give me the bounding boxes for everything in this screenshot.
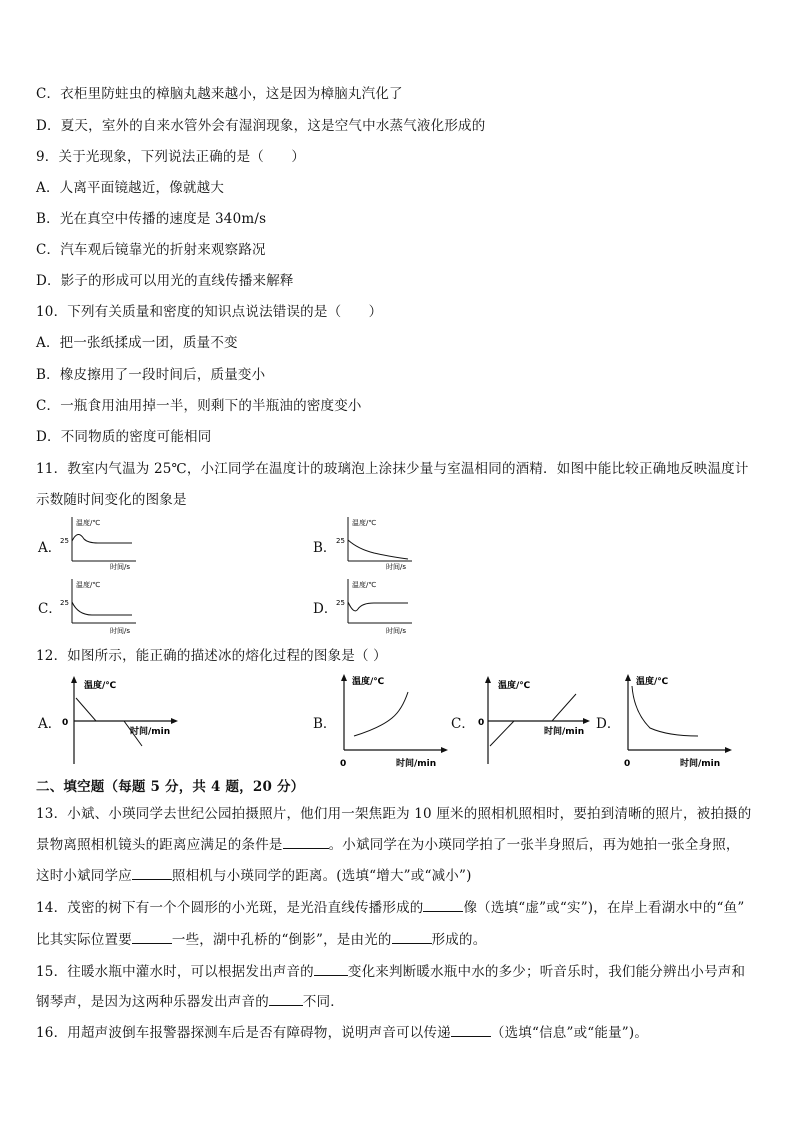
q12a-ylabel: 温度/℃ xyxy=(84,681,117,691)
q11-label-a: A． xyxy=(38,540,62,556)
q11-graph-a xyxy=(58,515,138,571)
question-14-line2 xyxy=(36,928,486,948)
q10-option-d: D．不同物质的密度可能相同 xyxy=(36,429,212,445)
q9-option-a: A．人离平面镜越近，像就越大 xyxy=(36,180,225,196)
q12d-ylabel: 温度/℃ xyxy=(636,677,669,687)
q12-label-b: B． xyxy=(313,716,337,732)
q12b-ylabel: 温度/℃ xyxy=(352,677,385,687)
q10-option-b: B．橡皮擦用了一段时间后，质量变小 xyxy=(36,367,266,383)
q16-text-b: （选填“信息”或“能量”)。 xyxy=(490,1025,649,1041)
question-15-line2 xyxy=(36,990,344,1010)
q11a-xlabel: 时间/s xyxy=(110,563,131,571)
q11d-tick-25: 25 xyxy=(336,599,345,607)
question-13-line2 xyxy=(36,833,740,853)
q11c-ylabel: 温度/℃ xyxy=(76,581,101,589)
q11b-ylabel: 温度/℃ xyxy=(352,519,377,527)
q16-blank-1[interactable] xyxy=(451,1023,491,1037)
q12b-origin: 0 xyxy=(340,759,347,769)
q11c-xlabel: 时间/s xyxy=(110,627,131,635)
q12-label-d: D． xyxy=(596,716,621,732)
q11-graph-d xyxy=(334,577,414,635)
q11-label-b: B． xyxy=(313,540,337,556)
q12-label-a: A． xyxy=(38,716,62,732)
question-9: 9．关于光现象，下列说法正确的是（ ） xyxy=(36,149,306,165)
q15-text-c: 钢琴声，是因为这两种乐器发出声音的 xyxy=(36,994,269,1010)
q13-blank-1[interactable] xyxy=(283,835,329,849)
q11c-tick-25: 25 xyxy=(60,599,69,607)
q13-blank-2[interactable] xyxy=(132,866,172,880)
q11-label-c: C． xyxy=(38,601,62,617)
question-12: 12．如图所示，能正确的描述冰的熔化过程的图象是（ ） xyxy=(36,648,387,664)
q14-blank-3[interactable] xyxy=(392,930,432,944)
q12d-xlabel: 时间/min xyxy=(680,759,721,769)
q14-text-a: 14．茂密的树下有一个个圆形的小光斑，是光沿直线传播形成的 xyxy=(36,900,424,916)
question-16 xyxy=(36,1021,648,1041)
q11a-ylabel: 温度/℃ xyxy=(76,519,101,527)
q12-graph-b xyxy=(330,672,452,770)
q11a-tick-25: 25 xyxy=(60,537,69,545)
q12-graph-d xyxy=(614,672,736,770)
q14-text-d: 一些，湖中孔桥的“倒影”，是由光的 xyxy=(171,932,392,948)
q12c-origin: 0 xyxy=(478,718,485,728)
q12d-origin: 0 xyxy=(624,759,631,769)
q9-option-b: B．光在真空中传播的速度是 340m/s xyxy=(36,211,267,227)
q13-text-a: 景物离照相机镜头的距离应满足的条件是 xyxy=(36,837,283,853)
question-11-line2: 示数随时间变化的图象是 xyxy=(36,492,187,508)
q11b-tick-25: 25 xyxy=(336,537,345,545)
question-13-line3 xyxy=(36,864,472,884)
q12a-xlabel: 时间/min xyxy=(130,727,171,737)
q12c-xlabel: 时间/min xyxy=(544,727,585,737)
q13-text-b: 。小斌同学在为小瑛同学拍了一张半身照后，再为她拍一张全身照， xyxy=(328,837,740,853)
question-10: 10．下列有关质量和密度的知识点说法错误的是（ ） xyxy=(36,304,383,320)
q12-graph-c xyxy=(470,674,592,770)
q11-graph-b xyxy=(334,515,414,571)
q12-graph-a xyxy=(58,674,180,770)
option-d-q8: D．夏天，室外的自来水管外会有湿润现象，这是空气中水蒸气液化形成的 xyxy=(36,118,486,134)
q14-blank-2[interactable] xyxy=(132,930,172,944)
q12-label-c: C． xyxy=(451,716,475,732)
q14-text-c: 比其实际位置要 xyxy=(36,932,132,948)
question-14-line1 xyxy=(36,896,744,916)
q15-blank-1[interactable] xyxy=(314,962,348,976)
q15-blank-2[interactable] xyxy=(269,992,303,1006)
q14-text-e: 形成的。 xyxy=(431,932,487,948)
q12a-origin: 0 xyxy=(62,718,69,728)
q11d-xlabel: 时间/s xyxy=(386,627,407,635)
q13-text-c: 这时小斌同学应 xyxy=(36,868,132,884)
q11d-ylabel: 温度/℃ xyxy=(352,581,377,589)
q11b-xlabel: 时间/s xyxy=(386,563,407,571)
q9-option-c: C．汽车观后镜靠光的折射来观察路况 xyxy=(36,242,266,258)
section-2-heading: 二、填空题（每题 5 分，共 4 题，20 分） xyxy=(36,779,305,795)
question-15-line1 xyxy=(36,960,745,980)
q15-text-a: 15．往暖水瓶中灌水时，可以根据发出声音的 xyxy=(36,964,314,980)
q14-text-b: 像（选填“虚”或“实”)，在岸上看湖水中的“鱼” xyxy=(463,900,745,916)
q15-text-b: 变化来判断暖水瓶中水的多少；听音乐时，我们能分辨出小号声和 xyxy=(347,964,746,980)
q14-blank-1[interactable] xyxy=(423,898,463,912)
q12c-ylabel: 温度/℃ xyxy=(498,681,531,691)
q11-graph-c xyxy=(58,577,138,635)
q11-label-d: D． xyxy=(313,601,338,617)
q15-text-d: 不同． xyxy=(302,994,345,1010)
q10-option-c: C．一瓶食用油用掉一半，则剩下的半瓶油的密度变小 xyxy=(36,398,362,414)
q9-option-d: D．影子的形成可以用光的直线传播来解释 xyxy=(36,273,294,289)
option-c-q8: C．衣柜里防蛀虫的樟脑丸越来越小，这是因为樟脑丸汽化了 xyxy=(36,86,403,102)
question-11-line1: 11．教室内气温为 25℃，小江同学在温度计的玻璃泡上涂抹少量与室温相同的酒精．如图中能比较正确地反映温度计 xyxy=(36,461,749,477)
q16-text-a: 16．用超声波倒车报警器探测车后是否有障碍物，说明声音可以传递 xyxy=(36,1025,451,1041)
q13-text-d: 照相机与小瑛同学的距离。(选填“增大”或“减小”) xyxy=(171,868,472,884)
question-13-line1: 13．小斌、小瑛同学去世纪公园拍摄照片，他们用一架焦距为 10 厘米的照相机照相时，要拍到清晰的照片，被拍摄的 xyxy=(36,806,752,822)
q10-option-a: A．把一张纸揉成一团，质量不变 xyxy=(36,335,238,351)
q12b-xlabel: 时间/min xyxy=(396,759,437,769)
